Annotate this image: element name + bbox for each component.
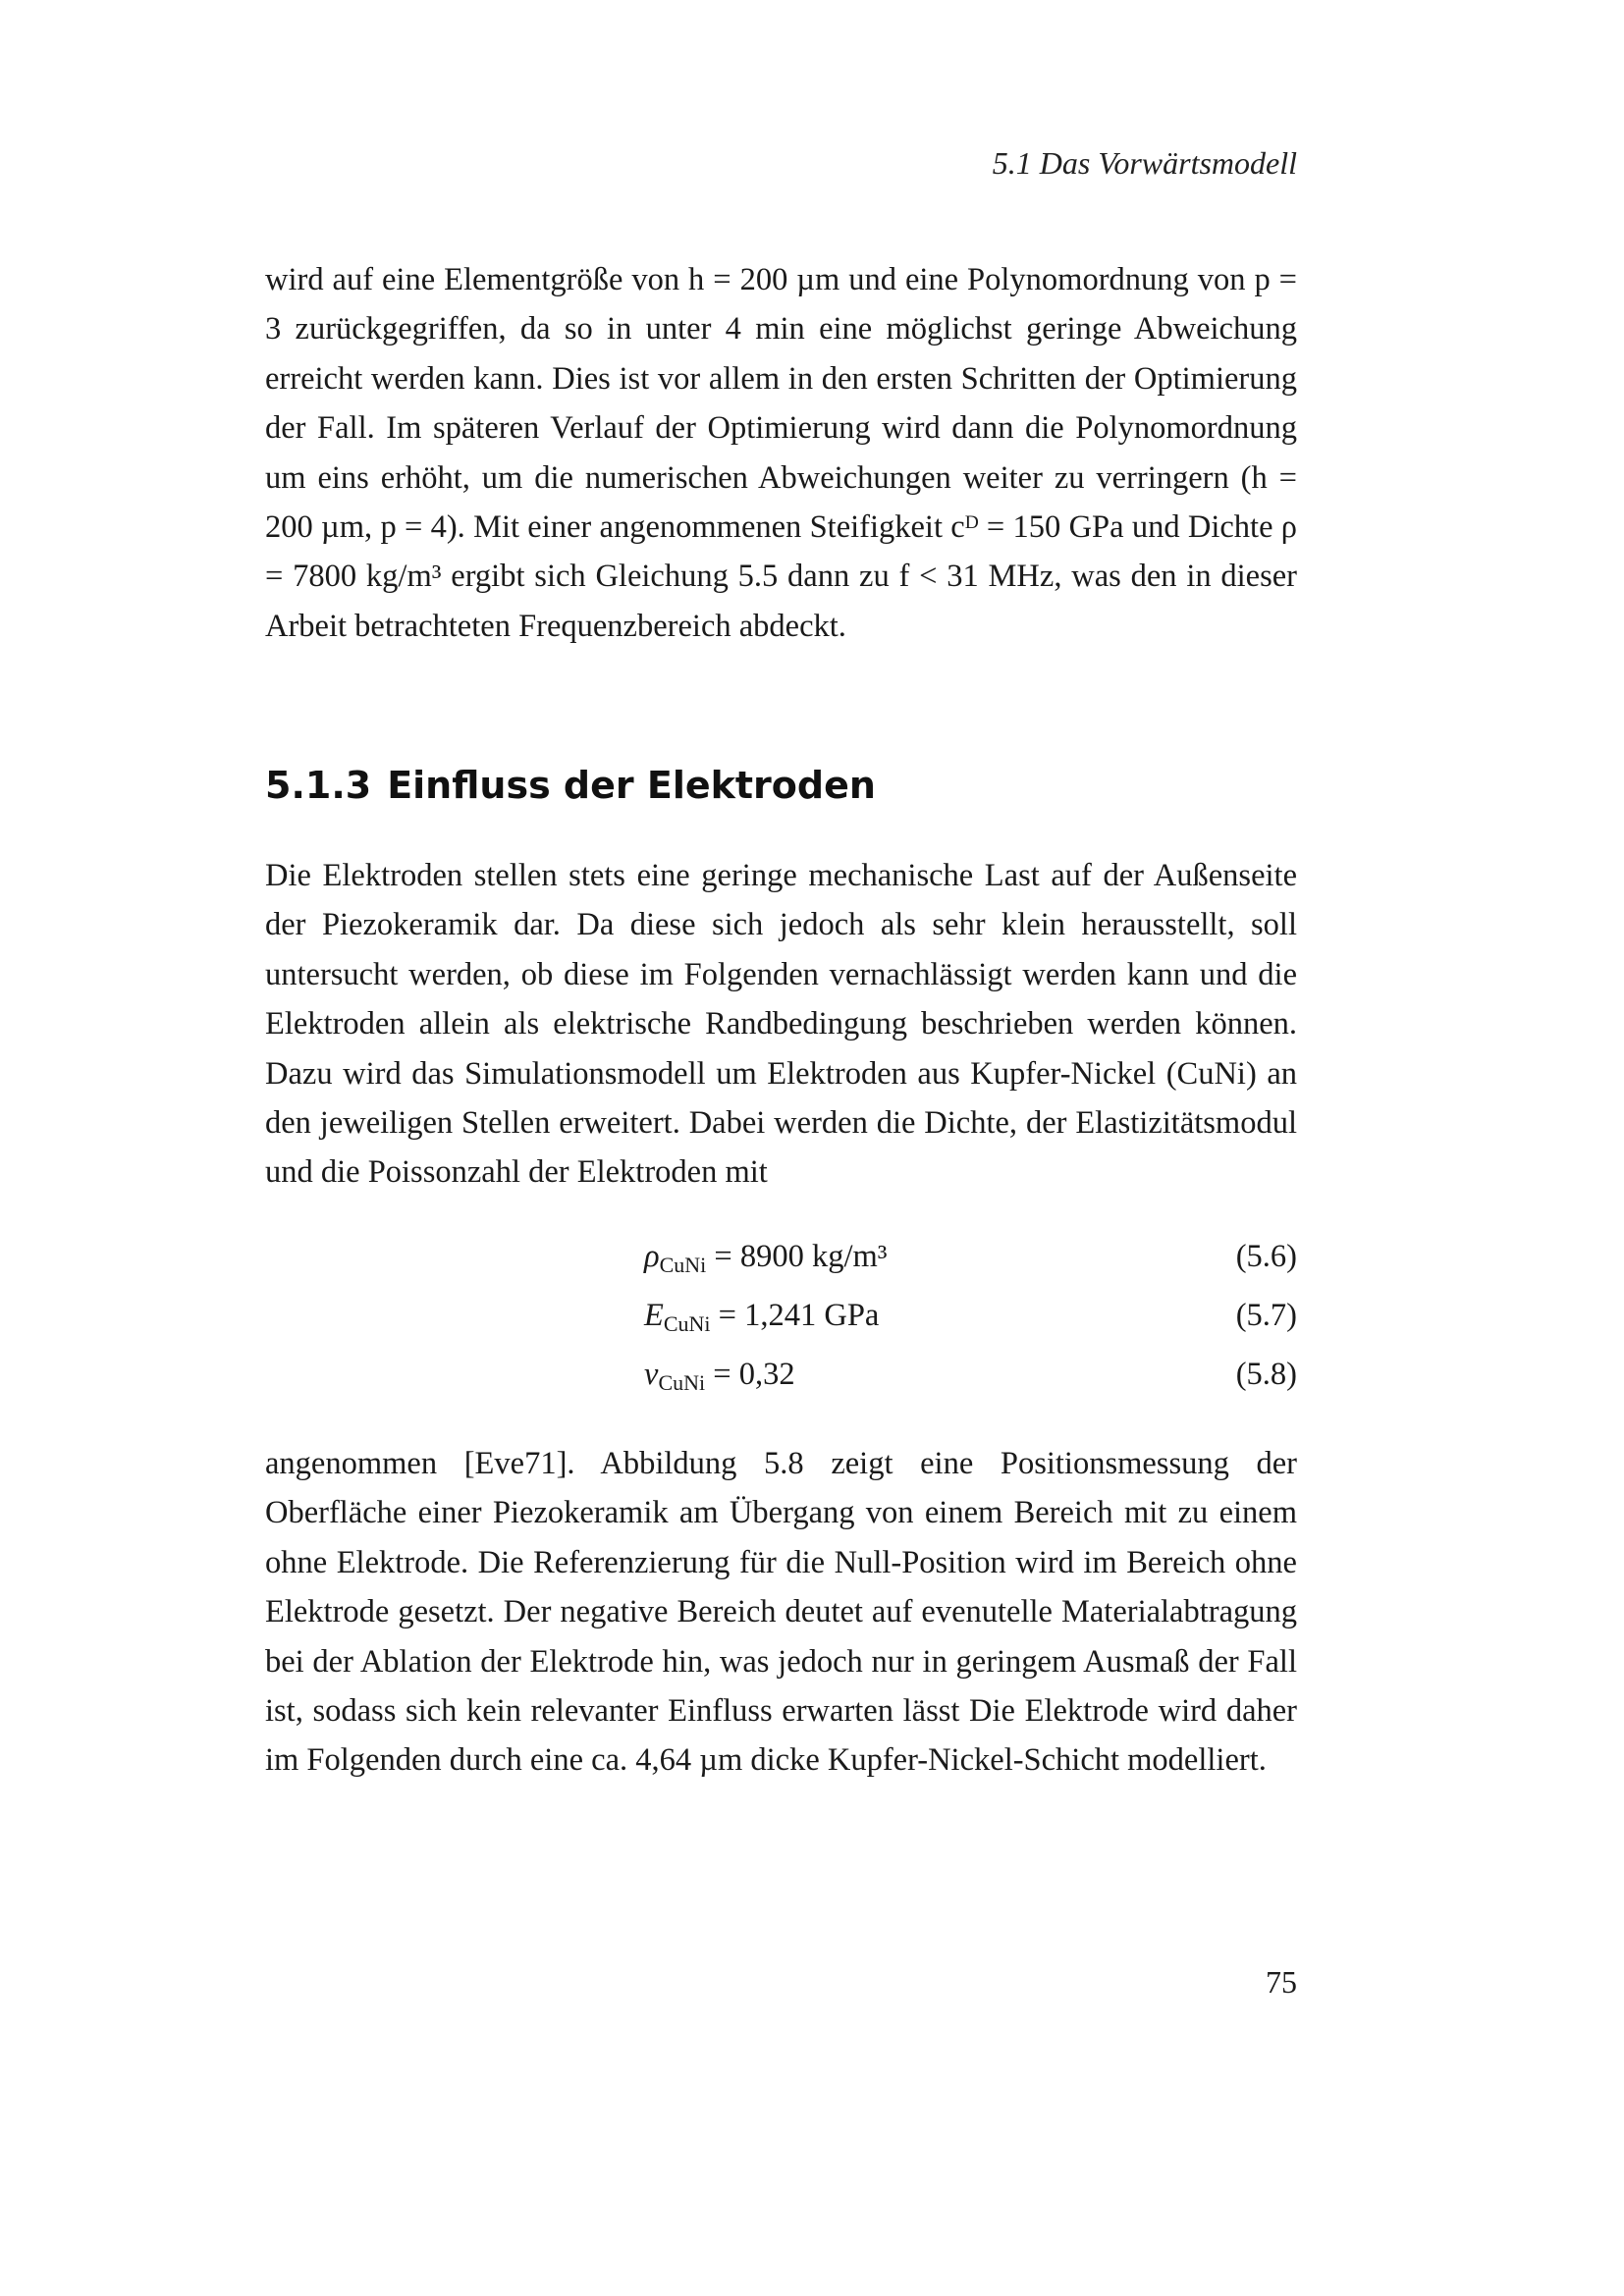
equation-symbol: ρ <box>644 1239 660 1274</box>
equation-number: (5.8) <box>1235 1357 1297 1392</box>
equation-block <box>628 1227 1297 1404</box>
equation-symbol: E <box>644 1298 664 1333</box>
paragraph-3: angenommen [Eve71]. Abbildung 5.8 zeigt eine Positionsmessung der Oberfläche einer Piezokeramik am Übergang von einem Bereich mit zu einem ohne Elektrode. Die Referenzierung für die Null-Position wird im Bereich ohne Elektrode gesetzt. Der negative Bereich deutet auf evenutelle Materialabtragung bei der Ablation der Elektrode hin, was jedoch nur in geringem Ausmaß der Fall ist, sodass sich kein relevanter Einfluss erwarten lässt Die Elektrode wird daher im Folgenden durch eine ca. 4,64 µm dicke Kupfer-Nickel-Schicht modelliert. <box>265 1446 1297 1779</box>
equation-value: = 1,241 GPa <box>718 1298 880 1333</box>
equation-symbol: ν <box>644 1357 659 1392</box>
page-number: 75 <box>1266 1964 1297 2000</box>
equation-expression <box>644 1286 879 1348</box>
equation-expression <box>644 1345 795 1407</box>
section-number: 5.1.3 <box>265 764 372 807</box>
equation-subscript: CuNi <box>663 1311 711 1336</box>
paragraph-2: Die Elektroden stellen stets eine geringe mechanische Last auf der Außenseite der Piezokeramik dar. Da diese sich jedoch als sehr klein herausstellt, soll untersucht werden, ob diese im Folgenden vernachlässigt werden kann und die Elektroden allein als elektrische Randbedingung beschrieben werden können. Dazu wird das Simulationsmodell um Elektroden aus Kupfer-Nickel (CuNi) an den jeweiligen Stellen erweitert. Dabei werden die Dichte, der Elastizitätsmodul und die Poissonzahl der Elektroden mit <box>265 858 1297 1191</box>
equation-value: = 0,32 <box>713 1357 795 1392</box>
equation-value: = 8900 kg/m³ <box>714 1239 888 1274</box>
section-heading <box>265 764 876 807</box>
running-header: 5.1 Das Vorwärtsmodell <box>992 145 1297 181</box>
equation-number: (5.7) <box>1235 1298 1297 1333</box>
equation-5-6 <box>628 1227 1297 1286</box>
equation-5-7 <box>628 1286 1297 1345</box>
equation-5-8 <box>628 1345 1297 1404</box>
equation-expression <box>644 1227 888 1289</box>
equation-subscript: CuNi <box>658 1370 706 1395</box>
equation-number: (5.6) <box>1235 1239 1297 1274</box>
paragraph-1: wird auf eine Elementgröße von h = 200 µm und eine Polynomordnung von p = 3 zurückgegriffen, da so in unter 4 min eine möglichst geringe Abweichung erreicht werden kann. Dies ist vor allem in den ersten Schritten der Optimierung der Fall. Im späteren Verlauf der Optimierung wird dann die Polynomordnung um eins erhöht, um die numerischen Abweichungen weiter zu verringern (h = 200 µm, p = 4). Mit einer angenommenen Steifigkeit cᴰ = 150 GPa und Dichte ρ = 7800 kg/m³ ergibt sich Gleichung 5.5 dann zu f < 31 MHz, was den in dieser Arbeit betrachteten Frequenzbereich abdeckt. <box>265 262 1297 644</box>
section-title: Einfluss der Elektroden <box>387 764 876 807</box>
equation-subscript: CuNi <box>659 1253 707 1277</box>
